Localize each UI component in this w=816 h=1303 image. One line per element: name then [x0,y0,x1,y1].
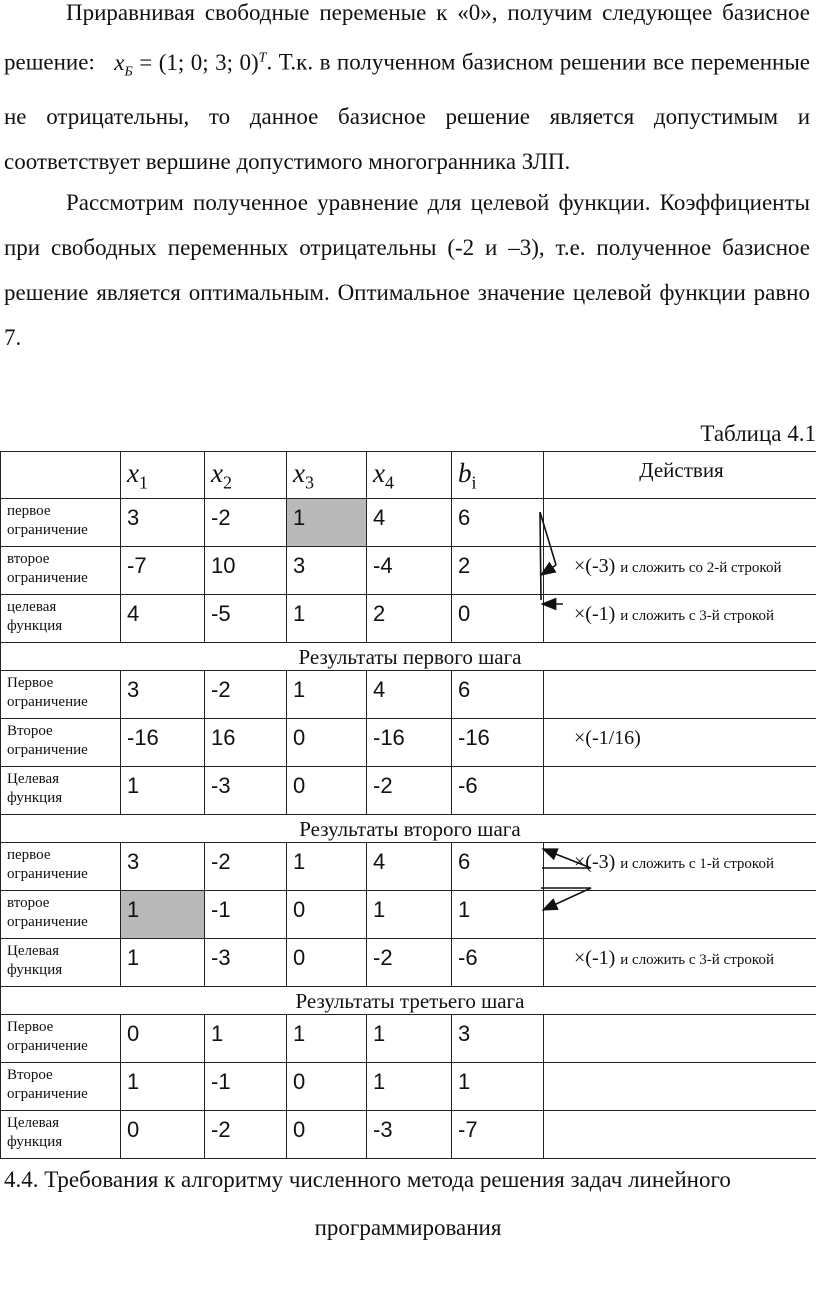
row-label: первое ограничение [1,843,121,891]
table-cell: 1 [205,1015,287,1063]
action-cell [544,939,816,987]
action-cell [544,1015,816,1063]
table-cell: -2 [367,939,452,987]
row-label: Целевая функция [1,767,121,815]
table-cell: 0 [452,595,544,643]
table-row [1,891,816,939]
table-cell: -16 [121,719,205,767]
row-label: Первое ограничение [1,1015,121,1063]
section-heading-line-1: 4.4. Требования к алгоритму численного метода решения задач линейного [4,1167,731,1192]
table-cell: 1 [287,671,367,719]
table-cell: 2 [452,547,544,595]
table-cell: -2 [367,767,452,815]
table-row [1,547,816,595]
row-label: первое ограничение [1,499,121,547]
table-cell: 0 [121,1015,205,1063]
table-cell: 6 [452,499,544,547]
table-cell: 1 [287,843,367,891]
table-cell: 6 [452,843,544,891]
row-label: второе ограничение [1,547,121,595]
table-row [1,595,816,643]
action-cell [544,547,816,595]
action-cell [544,499,816,547]
row-label: целевая функция [1,595,121,643]
table-row [1,843,816,891]
section-row [1,815,816,843]
table-cell: 0 [287,1111,367,1159]
table-cell: 1 [287,595,367,643]
paragraph-basic-solution [4,0,810,184]
table-cell: 1 [367,1015,452,1063]
table-cell: 4 [367,671,452,719]
table-cell: 1 [121,1063,205,1111]
section-heading-line-2: программирования [314,1215,502,1240]
table-row [1,939,816,987]
action-description: и сложить с 1-й строкой [620,856,774,872]
table-cell: -7 [121,547,205,595]
action-cell [544,671,816,719]
paragraph-text-a: Приравнивая свободные переменые к «0», получим следующее базисное решение: [4,0,810,75]
simplex-table [0,451,816,1159]
header-var-cell: $b_i$ [452,452,544,499]
table-cell: 0 [287,939,367,987]
table-cell: -5 [205,595,287,643]
table-cell: -3 [205,939,287,987]
action-cell [544,891,816,939]
action-cell [544,1063,816,1111]
section-row [1,643,816,671]
table-cell: -1 [205,891,287,939]
table-cell: 1 [367,1063,452,1111]
table-caption: Таблица 4.1 [700,421,816,446]
header-var-cell: $x_4$ [367,452,452,499]
row-label: Первое ограничение [1,671,121,719]
action-description: и сложить со 2-й строкой [620,560,782,576]
table-cell: 2 [367,595,452,643]
action-multiplier: ×(-1/16) [574,727,641,749]
table-cell: -16 [452,719,544,767]
table-cell: 0 [121,1111,205,1159]
table-cell: 4 [367,499,452,547]
header-var-cell: $x_1$ [121,452,205,499]
table-cell: -7 [452,1111,544,1159]
table-cell: -2 [205,499,287,547]
table-cell: 3 [287,547,367,595]
table-cell: -3 [205,767,287,815]
row-label: Второе ограничение [1,1063,121,1111]
table-cell: 0 [287,767,367,815]
table-cell: -16 [367,719,452,767]
table-row [1,1015,816,1063]
table-cell: 3 [121,671,205,719]
table-cell: -2 [205,843,287,891]
section-row [1,987,816,1015]
header-var-cell: $x_2$ [205,452,287,499]
table-cell: -2 [205,671,287,719]
table-cell: 0 [287,1063,367,1111]
action-cell [544,595,816,643]
table-cell: 1 [452,891,544,939]
table-cell: 3 [452,1015,544,1063]
section-title: Результаты первого шага [1,643,816,671]
section-title: Результаты третьего шага [1,987,816,1015]
table-cell: -6 [452,939,544,987]
table-cell: 6 [452,671,544,719]
action-description: и сложить с 3-й строкой [620,952,774,968]
row-label: Целевая функция [1,939,121,987]
table-cell: -6 [452,767,544,815]
table-cell: 0 [287,719,367,767]
row-label: Целевая функция [1,1111,121,1159]
table-row [1,671,816,719]
pivot-cell: 1 [121,891,205,939]
table-cell: -2 [205,1111,287,1159]
table-cell: -1 [205,1063,287,1111]
table-cell: 16 [205,719,287,767]
table-row [1,1063,816,1111]
table-cell: 1 [121,767,205,815]
table-cell: 4 [367,843,452,891]
table-row [1,719,816,767]
row-label: второе ограничение [1,891,121,939]
table-cell: 0 [287,891,367,939]
action-multiplier: ×(-3) [574,851,616,873]
table-cell: 10 [205,547,287,595]
table-cell: -3 [367,1111,452,1159]
action-multiplier: ×(-1) [574,603,616,625]
table-cell: -4 [367,547,452,595]
header-var-cell: $x_3$ [287,452,367,499]
header-empty-cell [1,452,121,499]
action-description: и сложить с 3-й строкой [620,608,774,624]
section-title: Результаты второго шага [1,815,816,843]
table-cell: 1 [452,1063,544,1111]
pivot-cell: 1 [287,499,367,547]
action-multiplier: ×(-1) [574,947,616,969]
formula-basic-solution: $x_Б = (1$; 0; 3; 0)$^T$ [114,49,267,80]
header-actions-cell: Действия [544,452,816,499]
action-cell [544,1111,816,1159]
table-cell: 3 [121,499,205,547]
table-header-row [1,452,816,499]
action-cell [544,719,816,767]
row-label: Второе ограничение [1,719,121,767]
table-cell: 1 [367,891,452,939]
table-row [1,1111,816,1159]
table-cell: 4 [121,595,205,643]
table-row [1,767,816,815]
action-cell [544,843,816,891]
paragraph-optimality: Рассмотрим полученное уравнение для целевой функции. Коэффициенты при свободных переменных отрицательны (-2 и –3), т.е. полученное базисное решение является оптимальным. Оптимальное значение целевой функции равно 7. [4,190,810,350]
action-multiplier: ×(-3) [574,555,616,577]
paragraph-text-b: . Т.к. в полученном базисном решении все переменные не отрицательны, то данное базисное решение является допустимым и соответствует вершине допустимого многогранника ЗЛП. [4,49,811,175]
table-row [1,499,816,547]
table-cell: 1 [287,1015,367,1063]
action-cell [544,767,816,815]
table-cell: 1 [121,939,205,987]
table-cell: 3 [121,843,205,891]
